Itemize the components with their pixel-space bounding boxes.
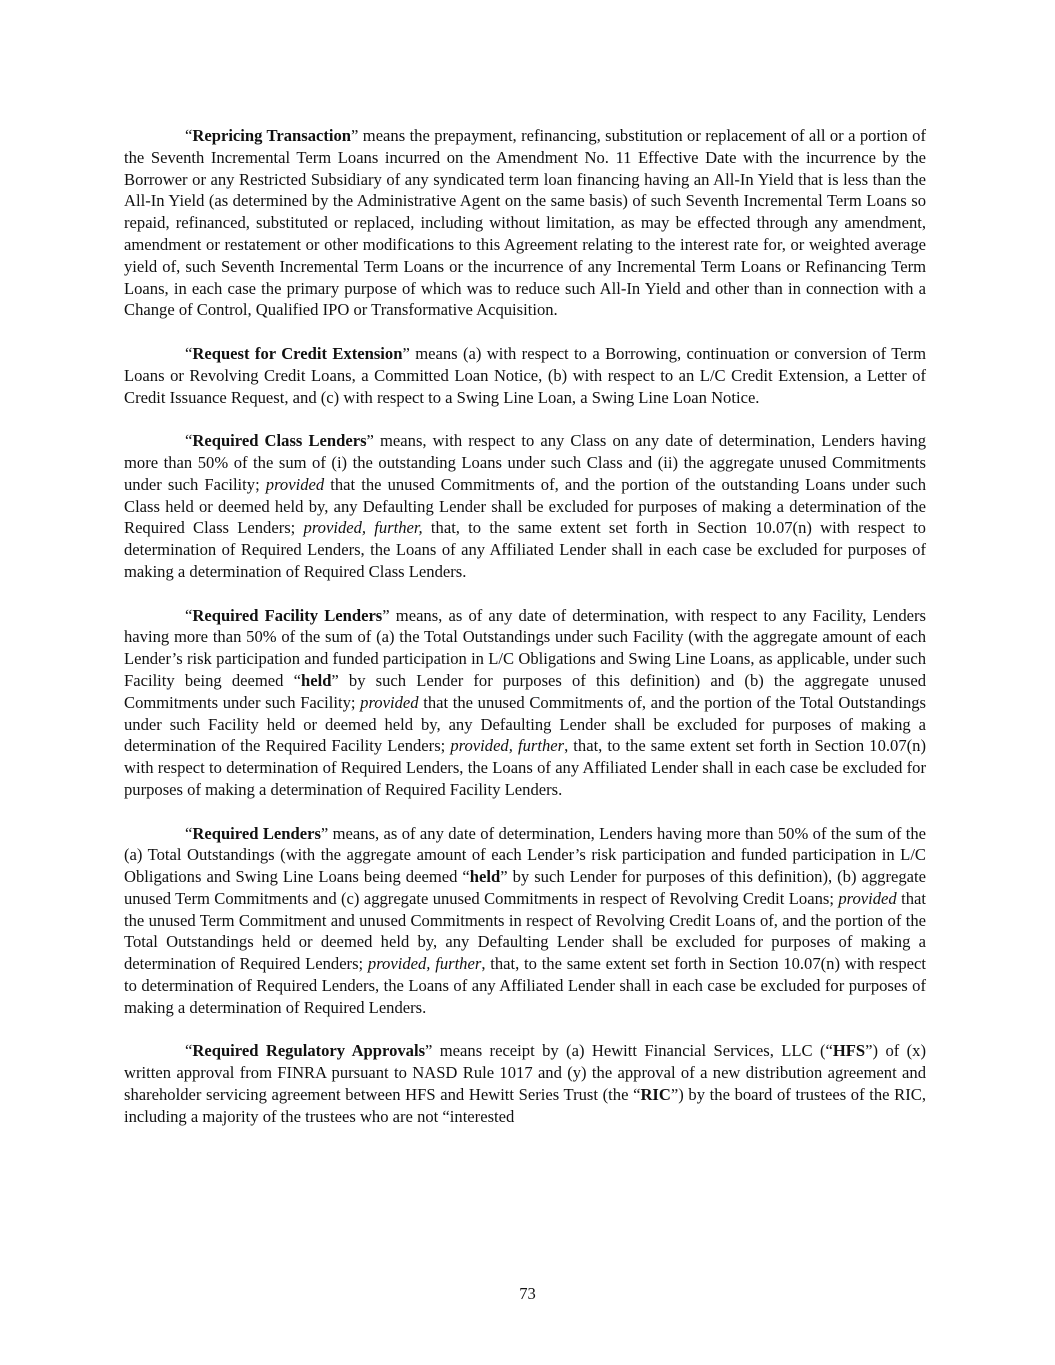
page-number: 73 [519, 1284, 536, 1303]
body-text: ” by such Lender for purposes of this definition) and (b) the aggregate unused Commitments under such Facility; [124, 670, 926, 712]
italic-qualifier: provided, further [450, 736, 565, 756]
body-text: ” by such Lender for purposes of this definition), (b) aggregate unused Term Commitments and (c) aggregate unused Commitments in respect of Revolving Credit Loans; [124, 867, 927, 908]
definition-request-for-credit-extension [124, 343, 926, 408]
body-text: , that, to the same extent set forth in Section 10.07(n) with respect to determination of Required Lenders, the Loans of any Affiliated Lender shall in each case be excluded for purposes of making a determination of Required Lenders. [124, 954, 927, 1017]
defined-term: Required Class Lenders [192, 431, 367, 451]
body-text: ” means, as of any date of determination, Lenders having more than 50% of the sum of the (a) Total Outstandings (with the aggregate amount of each Lender’s risk participation and funded participation in L/C Obligations and Swing Line Loans being deemed “ [124, 823, 926, 887]
document-body [124, 125, 926, 1149]
definition-required-regulatory-approvals [124, 1040, 926, 1127]
body-text: that the unused Commitments of, and the portion of the Total Outstandings under such Facility held or deemed held by, any Defaulting Lender shall be excluded for purposes of making a determination of the Required Facility Lenders; [124, 692, 926, 756]
body-text: “ [185, 343, 193, 363]
defined-term: held [300, 670, 332, 690]
body-text: ” means, with respect to any Class on any date of determination, Lenders having more than 50% of the sum of (i) the outstanding Loans under such Class and (ii) the aggregate unused Commitments under such Facility; [124, 431, 926, 494]
body-text: ” means the prepayment, refinancing, substitution or replacement of all or a portion of the Seventh Incremental Term Loans incurred on the Amendment No. 11 Effective Date with the incurrence by the Borrower or any Restricted Subsidiary of any syndicated term loan financing having an All-In Yield that is less than the All-In Yield (as determined by the Administrative Agent on the same basis) of such Seventh Incremental Term Loans so repaid, refinanced, substituted or replaced, including without limitation, as may be effected through any amendment, amendment or restatement or other modifications to this Agreement relating to the interest rate for, or weighted average yield of, such Seventh Incremental Term Loans or the incurrence of any Incremental Term Loans or Refinancing Term Loans, in each case the primary purpose of which was to reduce such All-In Yield and other than in connection with a Change of Control, Qualified IPO or Transformative Acquisition. [124, 126, 926, 320]
defined-term: held [469, 867, 501, 887]
body-text: ”) of (x) written approval from FINRA pursuant to NASD Rule 1017 and (y) the approval of a new distribution agreement and shareholder servicing agreement between HFS and Hewitt Series Trust (the “ [124, 1041, 926, 1105]
defined-term: Required Regulatory Approvals [192, 1041, 426, 1061]
body-text: ” means (a) with respect to a Borrowing, continuation or conversion of Term Loans or Revolving Credit Loans, a Committed Loan Notice, (b) with respect to an L/C Credit Extension, a Letter of Credit Issuance Request, and (c) with respect to a Swing Line Loan, a Swing Line Loan Notice. [124, 343, 926, 407]
body-text: “ [185, 431, 193, 451]
defined-term: Request for Credit Extension [192, 343, 403, 363]
body-text: ”) by the board of trustees of the RIC, including a majority of the trustees who are not “interested [124, 1085, 926, 1126]
definition-required-facility-lenders [124, 605, 926, 801]
definition-repricing-transaction [124, 125, 926, 321]
body-text: ” means receipt by (a) Hewitt Financial Services, LLC (“ [425, 1041, 833, 1061]
body-text: “ [185, 823, 193, 843]
italic-qualifier: provided [360, 692, 419, 712]
body-text: , that, to the same extent set forth in Section 10.07(n) with respect to determination of Required Lenders, the Loans of any Affiliated Lender shall in each case be excluded for purposes of making a determination of Required Facility Lenders. [124, 736, 926, 799]
italic-qualifier: provided, further, [303, 518, 423, 538]
body-text: “ [185, 605, 193, 625]
defined-term: Required Facility Lenders [192, 605, 383, 625]
body-text: ” means, as of any date of determination, with respect to any Facility, Lenders having more than 50% of the sum of (a) the Total Outstandings under such Facility (with the aggregate amount of each Lender’s risk participation and funded participation in L/C Obligations and Swing Line Loans, as applicable, under such Facility being deemed “ [124, 605, 926, 690]
defined-term: Repricing Transaction [192, 126, 352, 145]
defined-term: Required Lenders [192, 823, 321, 843]
body-text: “ [185, 126, 193, 145]
defined-term: RIC [640, 1085, 671, 1105]
definition-required-lenders [124, 823, 926, 1019]
body-text: that the unused Term Commitment and unused Commitments in respect of Revolving Credit Loans of, and the portion of the Total Outstandings held or deemed held by, any Defaulting Lender shall be excluded for purposes of making a determination of Required Lenders; [124, 888, 926, 974]
body-text: that, to the same extent set forth in Section 10.07(n) with respect to determination of Required Lenders, the Loans of any Affiliated Lender shall in each case be excluded for purposes of making a determination of Required Class Lenders. [124, 518, 926, 581]
italic-qualifier: provided [838, 888, 897, 908]
body-text: that the unused Commitments of, and the portion of the outstanding Loans under such Class held or deemed held by, any Defaulting Lender shall be excluded for purposes of making a determination of the Required Class Lenders; [124, 474, 927, 538]
defined-term: HFS [832, 1041, 866, 1061]
italic-qualifier: provided, further [367, 954, 482, 974]
italic-qualifier: provided [265, 474, 325, 494]
body-text: “ [185, 1041, 193, 1061]
definition-required-class-lenders [124, 430, 926, 583]
